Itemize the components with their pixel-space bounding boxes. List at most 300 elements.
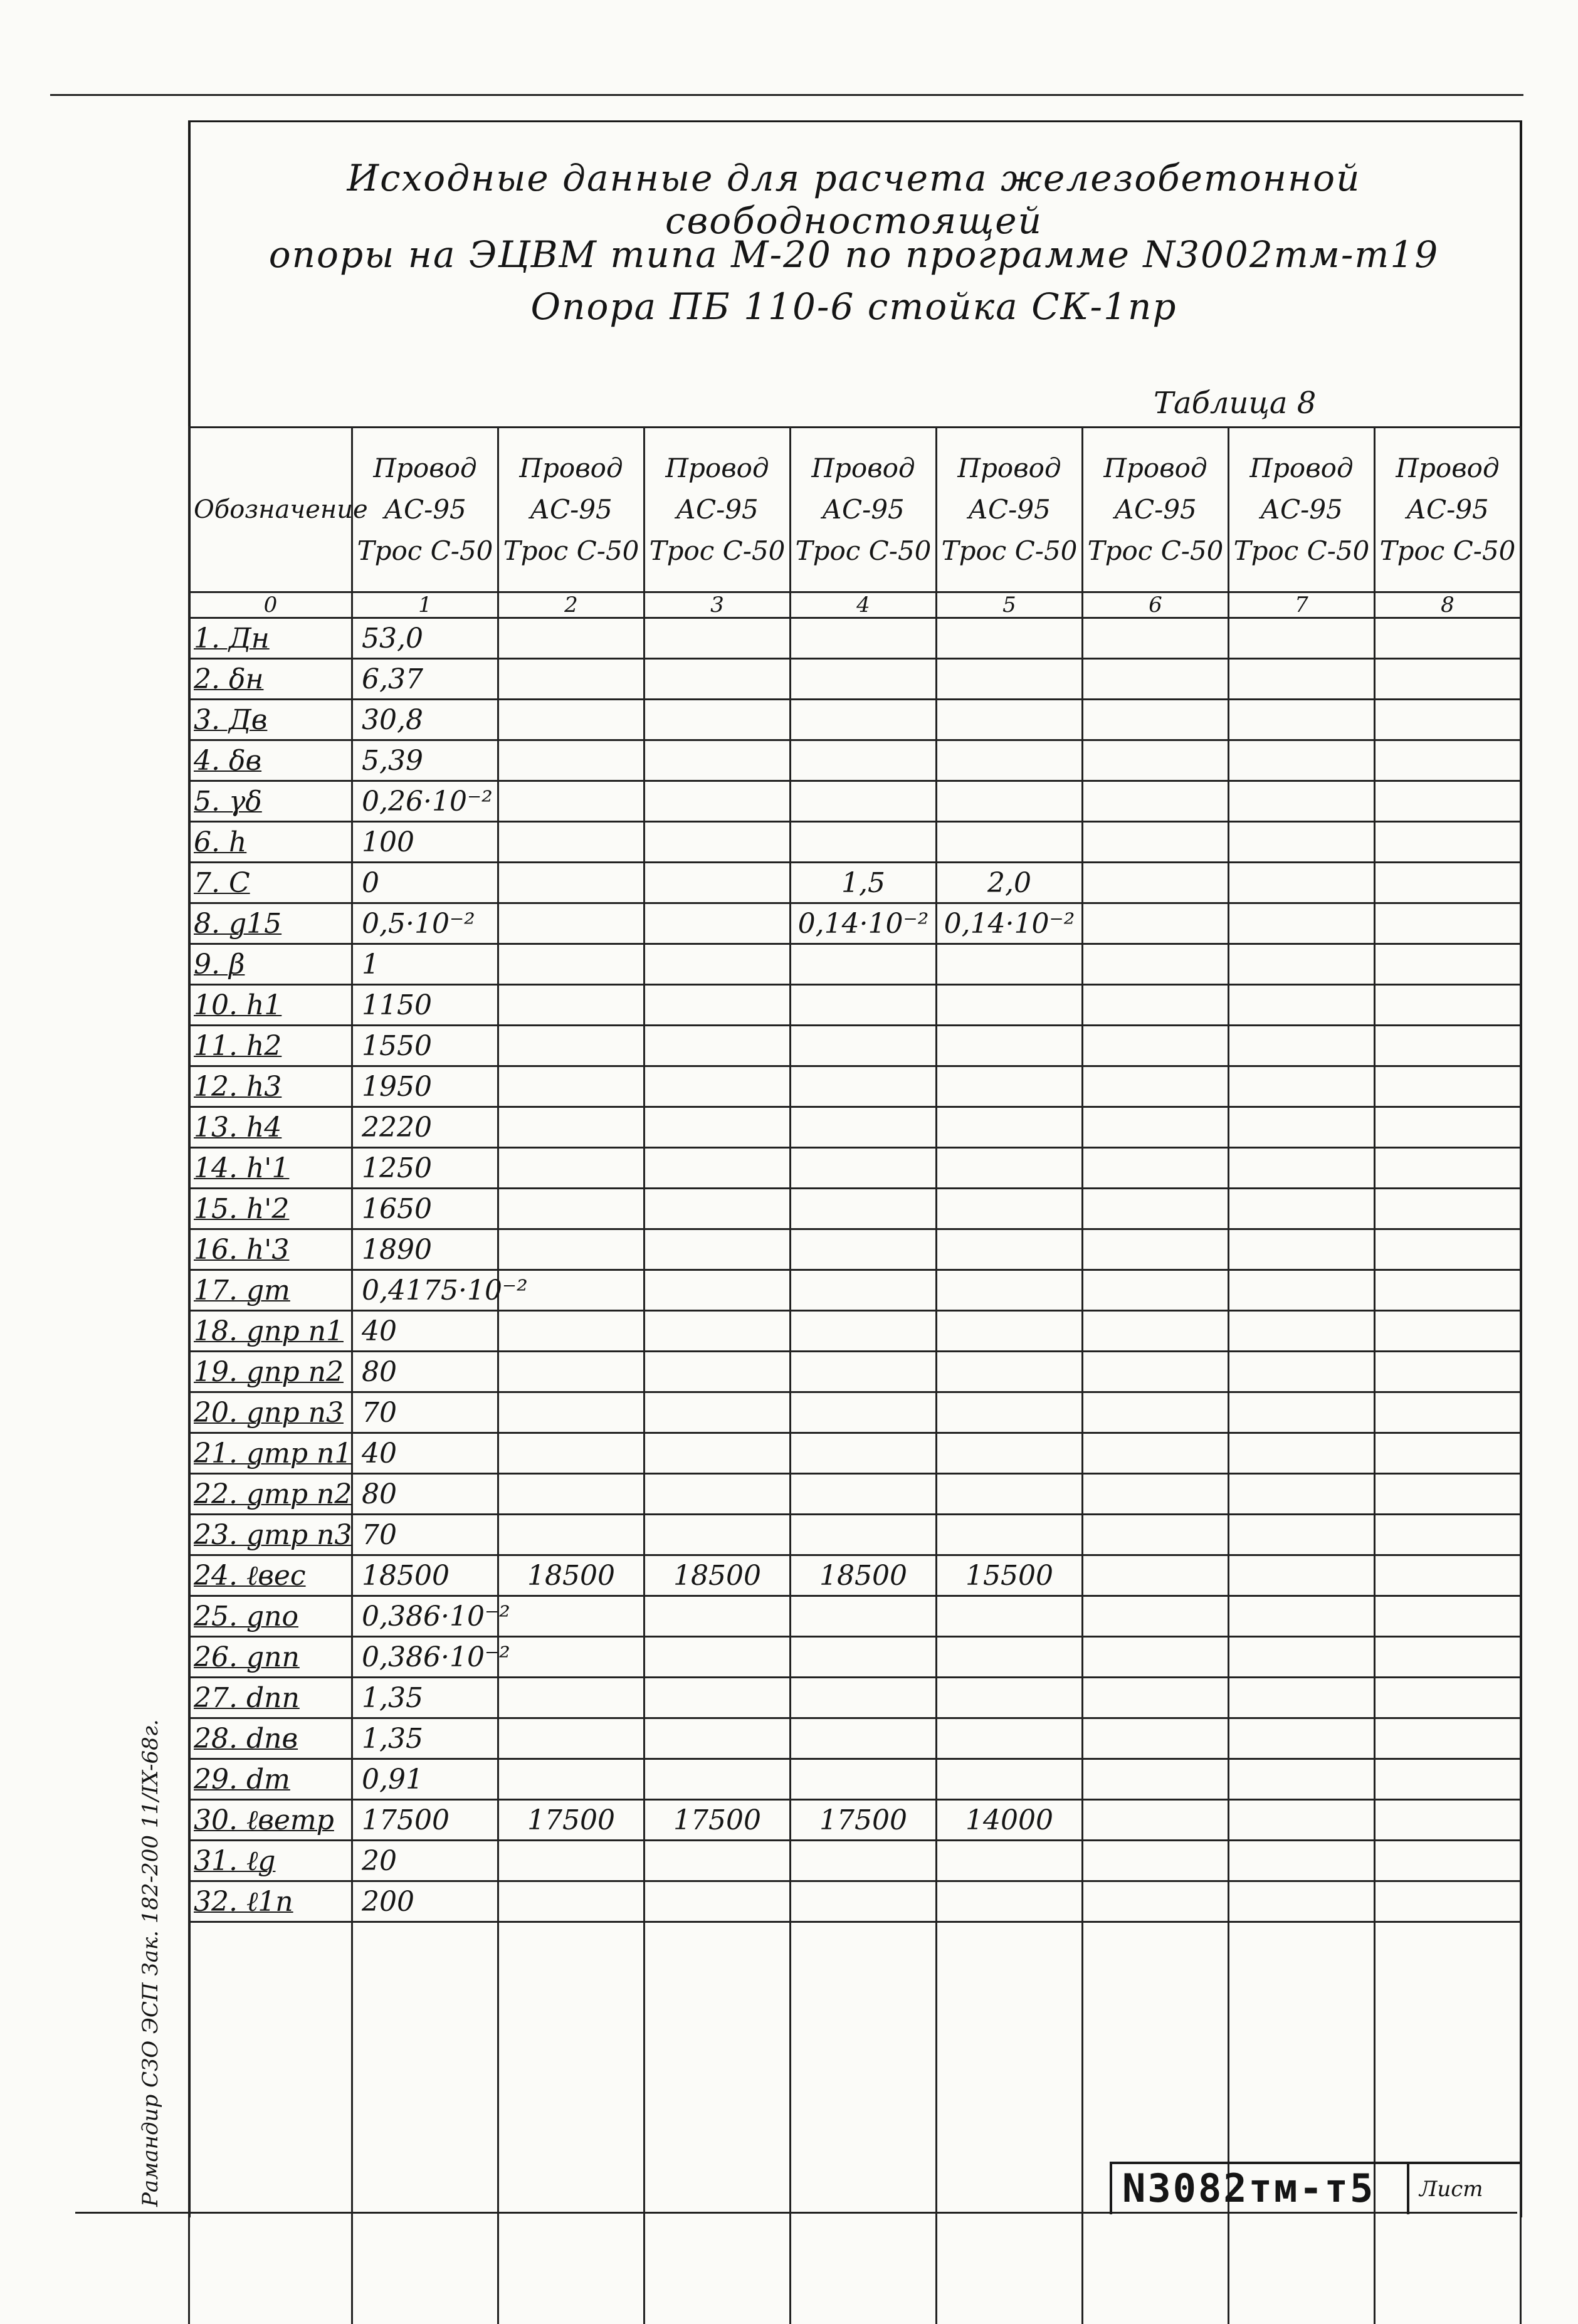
stamp-number: N3082тм-т5 [1122, 2165, 1375, 2211]
row-value [1375, 822, 1521, 863]
row-value [1375, 1841, 1521, 1881]
header-line: АС-95 [937, 489, 1081, 530]
row-value: 30,8 [352, 700, 498, 740]
row-value [937, 1026, 1083, 1066]
row-value [498, 822, 644, 863]
table-row [189, 1596, 1521, 1637]
row-value [498, 781, 644, 822]
header-line: Провод [937, 448, 1081, 489]
row-value [791, 1637, 937, 1678]
row-designation: 12. h3 [189, 1066, 352, 1107]
row-value [498, 1392, 644, 1433]
row-value [1083, 1678, 1229, 1718]
table-row [189, 1718, 1521, 1759]
row-value [791, 1352, 937, 1392]
row-value [937, 1066, 1083, 1107]
row-value [791, 740, 937, 781]
row-designation: 23. gтр п3 [189, 1515, 352, 1555]
row-value [1229, 1107, 1375, 1148]
row-designation: 6. h [189, 822, 352, 863]
row-value [1083, 1352, 1229, 1392]
row-value [1083, 1555, 1229, 1596]
row-value [644, 1637, 791, 1678]
row-value [1229, 1352, 1375, 1392]
row-value [937, 944, 1083, 985]
row-value [791, 1433, 937, 1474]
row-designation: 30. ℓветр [189, 1800, 352, 1841]
row-value: 40 [352, 1311, 498, 1352]
stamp-divider [1407, 2164, 1409, 2214]
row-value [1229, 1474, 1375, 1515]
row-value: 20 [352, 1841, 498, 1881]
row-value [1229, 1637, 1375, 1678]
row-value: 1250 [352, 1148, 498, 1189]
row-value [1083, 1107, 1229, 1148]
row-value [937, 659, 1083, 700]
row-value [791, 1718, 937, 1759]
header-line: АС-95 [1229, 489, 1374, 530]
row-value: 18500 [352, 1555, 498, 1596]
row-value [1229, 1881, 1375, 1922]
blank-cell [644, 1922, 791, 2324]
row-value [1083, 1759, 1229, 1800]
row-value [644, 822, 791, 863]
table-row [189, 1800, 1521, 1841]
table-row [189, 1841, 1521, 1881]
row-value [644, 863, 791, 903]
table-row [189, 1148, 1521, 1189]
row-value [1229, 1433, 1375, 1474]
blank-cell [1229, 1922, 1375, 2324]
row-value [644, 1881, 791, 1922]
row-value [1083, 740, 1229, 781]
row-value [644, 985, 791, 1026]
row-designation: 22. gтр п2 [189, 1474, 352, 1515]
row-value [791, 618, 937, 659]
table-row [189, 944, 1521, 985]
row-value [644, 1066, 791, 1107]
row-value [937, 1352, 1083, 1392]
title-line-2: опоры на ЭЦВМ типа М-20 по программе N3002тм-т19 [188, 233, 1520, 276]
row-value [1229, 1229, 1375, 1270]
row-value: 1150 [352, 985, 498, 1026]
row-value: 0,386·10⁻² [352, 1596, 498, 1637]
row-value [498, 740, 644, 781]
row-designation: 1. Дн [189, 618, 352, 659]
header-line: Провод [791, 448, 935, 489]
row-value [1083, 1881, 1229, 1922]
row-value [1083, 1392, 1229, 1433]
header-row [189, 428, 1521, 592]
row-value: 1,5 [791, 863, 937, 903]
row-designation: 8. g15 [189, 903, 352, 944]
row-value [644, 1474, 791, 1515]
table-row [189, 1026, 1521, 1066]
row-value [937, 1270, 1083, 1311]
row-value [791, 1881, 937, 1922]
row-value [498, 1474, 644, 1515]
row-value: 1650 [352, 1189, 498, 1229]
row-value: 70 [352, 1515, 498, 1555]
row-designation: 27. dпп [189, 1678, 352, 1718]
row-value [1229, 1270, 1375, 1311]
table-row [189, 985, 1521, 1026]
row-value: 0 [352, 863, 498, 903]
row-value [937, 781, 1083, 822]
row-designation: 29. dт [189, 1759, 352, 1800]
row-designation: 13. h4 [189, 1107, 352, 1148]
row-value [791, 1311, 937, 1352]
row-designation: 4. δв [189, 740, 352, 781]
row-value: 18500 [791, 1555, 937, 1596]
row-value [1229, 1392, 1375, 1433]
row-value [1229, 1148, 1375, 1189]
row-value: 0,14·10⁻² [791, 903, 937, 944]
column-number: 2 [498, 592, 644, 618]
header-line: АС-95 [499, 489, 643, 530]
row-value [498, 1148, 644, 1189]
row-value: 15500 [937, 1555, 1083, 1596]
row-value: 100 [352, 822, 498, 863]
row-value [644, 1718, 791, 1759]
table-row [189, 1555, 1521, 1596]
row-value [644, 1678, 791, 1718]
row-value [1375, 700, 1521, 740]
table-row [189, 1392, 1521, 1433]
row-value: 0,91 [352, 1759, 498, 1800]
row-value [1229, 1189, 1375, 1229]
row-value: 80 [352, 1352, 498, 1392]
row-value [1083, 1433, 1229, 1474]
row-value [1375, 1881, 1521, 1922]
header-cell-6 [1083, 428, 1229, 592]
row-value [1229, 1678, 1375, 1718]
row-value [1375, 740, 1521, 781]
column-number: 5 [937, 592, 1083, 618]
row-value [498, 985, 644, 1026]
row-value [1375, 1066, 1521, 1107]
row-value [1083, 1311, 1229, 1352]
table-row [189, 1881, 1521, 1922]
row-value [791, 1270, 937, 1311]
row-designation: 3. Дв [189, 700, 352, 740]
row-value [1375, 1555, 1521, 1596]
row-value [1083, 1148, 1229, 1189]
row-designation: 14. h'1 [189, 1148, 352, 1189]
row-value [1375, 781, 1521, 822]
header-cell-1 [352, 428, 498, 592]
row-value [644, 1026, 791, 1066]
row-value [1375, 863, 1521, 903]
data-table [188, 426, 1522, 2324]
row-value [791, 1026, 937, 1066]
header-cell-5 [937, 428, 1083, 592]
row-value [1375, 1189, 1521, 1229]
row-value [1375, 903, 1521, 944]
row-value [1375, 1107, 1521, 1148]
table-row [189, 781, 1521, 822]
table-row [189, 1433, 1521, 1474]
row-value [937, 1107, 1083, 1148]
row-value [1229, 903, 1375, 944]
title-line-1: Исходные данные для расчета железобетонной свободностоящей [188, 157, 1520, 242]
row-designation: 26. gпп [189, 1637, 352, 1678]
column-number: 1 [352, 592, 498, 618]
row-value [498, 1759, 644, 1800]
column-number-row [189, 592, 1521, 618]
row-value [498, 944, 644, 985]
row-value [1083, 1841, 1229, 1881]
row-value [1083, 985, 1229, 1026]
row-designation: 10. h1 [189, 985, 352, 1026]
row-value: 2,0 [937, 863, 1083, 903]
row-value [644, 1352, 791, 1392]
row-value: 1,35 [352, 1678, 498, 1718]
row-value [1083, 944, 1229, 985]
row-value: 17500 [791, 1800, 937, 1841]
row-value: 18500 [644, 1555, 791, 1596]
header-line: АС-95 [1375, 489, 1520, 530]
table-row [189, 1474, 1521, 1515]
row-value [937, 1229, 1083, 1270]
header-line: Трос С-50 [499, 530, 643, 572]
row-value: 0,386·10⁻² [352, 1637, 498, 1678]
row-value: 0,4175·10⁻² [352, 1270, 498, 1311]
row-value [937, 1189, 1083, 1229]
row-value [1375, 1148, 1521, 1189]
row-value [498, 1189, 644, 1229]
row-value [1375, 1800, 1521, 1841]
row-value [1083, 1189, 1229, 1229]
row-value [498, 1229, 644, 1270]
row-value [791, 944, 937, 985]
header-line: Провод [1229, 448, 1374, 489]
header-line: АС-95 [1083, 489, 1228, 530]
header-line: Трос С-50 [937, 530, 1081, 572]
blank-cell [189, 1922, 352, 2324]
table-row [189, 618, 1521, 659]
row-value [498, 1596, 644, 1637]
row-value [1375, 1474, 1521, 1515]
row-value [498, 1311, 644, 1352]
row-value: 1 [352, 944, 498, 985]
table-label: Таблица 8 [1154, 386, 1316, 421]
header-line: Провод [353, 448, 497, 489]
row-value [1229, 822, 1375, 863]
row-designation: 32. ℓ1п [189, 1881, 352, 1922]
row-value [1229, 1718, 1375, 1759]
table-row [189, 1678, 1521, 1718]
row-value [498, 1881, 644, 1922]
row-value [937, 1759, 1083, 1800]
table-row [189, 659, 1521, 700]
row-value [1229, 740, 1375, 781]
row-designation: 15. h'2 [189, 1189, 352, 1229]
row-designation: 21. gтр п1 [189, 1433, 352, 1474]
row-value [644, 1841, 791, 1881]
table-row [189, 822, 1521, 863]
row-value: 17500 [498, 1800, 644, 1841]
row-value [498, 700, 644, 740]
header-line: АС-95 [791, 489, 935, 530]
table-row [189, 1066, 1521, 1107]
row-value [498, 1066, 644, 1107]
header-line: АС-95 [645, 489, 789, 530]
row-value [937, 740, 1083, 781]
row-value [1083, 1718, 1229, 1759]
table-row [189, 1311, 1521, 1352]
row-value [498, 618, 644, 659]
blank-cell [498, 1922, 644, 2324]
header-line: Провод [1083, 448, 1228, 489]
header-cell-2 [498, 428, 644, 592]
row-value [937, 1392, 1083, 1433]
row-value: 6,37 [352, 659, 498, 700]
row-value [1229, 1841, 1375, 1881]
column-number: 0 [189, 592, 352, 618]
table-row [189, 1759, 1521, 1800]
row-value: 18500 [498, 1555, 644, 1596]
row-value [1375, 1433, 1521, 1474]
column-number: 8 [1375, 592, 1521, 618]
header-line: Трос С-50 [791, 530, 935, 572]
row-value [498, 1718, 644, 1759]
row-value [1375, 1759, 1521, 1800]
row-value [1083, 1637, 1229, 1678]
row-value [644, 1311, 791, 1352]
blank-cell [791, 1922, 937, 2324]
stamp-label: Лист [1419, 2177, 1483, 2202]
header-cell-8 [1375, 428, 1521, 592]
row-value [791, 1596, 937, 1637]
row-value [1375, 1026, 1521, 1066]
row-value [1229, 1026, 1375, 1066]
row-designation: 18. gпр п1 [189, 1311, 352, 1352]
table-row [189, 1270, 1521, 1311]
row-value: 53,0 [352, 618, 498, 659]
row-value [1375, 1596, 1521, 1637]
table-row [189, 1229, 1521, 1270]
row-value [937, 1474, 1083, 1515]
row-value [644, 1107, 791, 1148]
row-value [791, 1066, 937, 1107]
row-value [498, 659, 644, 700]
row-value [644, 1148, 791, 1189]
row-value [937, 1718, 1083, 1759]
row-value: 200 [352, 1881, 498, 1922]
row-value: 1890 [352, 1229, 498, 1270]
row-value [937, 1881, 1083, 1922]
row-value [1083, 618, 1229, 659]
row-value [1083, 700, 1229, 740]
row-value [791, 1229, 937, 1270]
row-designation: 20. gпр п3 [189, 1392, 352, 1433]
table-row [189, 1189, 1521, 1229]
header-cell-7 [1229, 428, 1375, 592]
header-line: Провод [645, 448, 789, 489]
column-number: 4 [791, 592, 937, 618]
row-value: 0,5·10⁻² [352, 903, 498, 944]
header-line: Трос С-50 [1083, 530, 1228, 572]
row-value [1229, 1800, 1375, 1841]
row-value [1083, 903, 1229, 944]
row-value [1229, 618, 1375, 659]
row-value: 14000 [937, 1800, 1083, 1841]
row-value [1375, 1229, 1521, 1270]
row-value [644, 659, 791, 700]
sheet-stamp [1110, 2162, 1520, 2214]
row-value [498, 903, 644, 944]
top-rule [50, 94, 1523, 96]
row-value [1083, 1066, 1229, 1107]
row-value [791, 1759, 937, 1800]
row-value [937, 1148, 1083, 1189]
row-designation: 19. gпр п2 [189, 1352, 352, 1392]
table-row [189, 1352, 1521, 1392]
table-row [189, 1107, 1521, 1148]
row-value [1083, 1474, 1229, 1515]
row-value [498, 1352, 644, 1392]
row-value [1229, 1515, 1375, 1555]
row-value: 0,14·10⁻² [937, 903, 1083, 944]
row-value [1083, 1596, 1229, 1637]
row-value: 0,26·10⁻² [352, 781, 498, 822]
table-row [189, 1515, 1521, 1555]
row-value [1083, 822, 1229, 863]
row-value [1229, 985, 1375, 1026]
row-value [644, 740, 791, 781]
row-value [644, 944, 791, 985]
row-value [1083, 1800, 1229, 1841]
table-row [189, 700, 1521, 740]
row-value [1229, 659, 1375, 700]
row-value [791, 781, 937, 822]
row-value [498, 1515, 644, 1555]
row-value: 5,39 [352, 740, 498, 781]
row-value: 1950 [352, 1066, 498, 1107]
row-value [791, 985, 937, 1026]
row-value [1375, 1718, 1521, 1759]
row-value [791, 822, 937, 863]
row-value [937, 700, 1083, 740]
row-value: 40 [352, 1433, 498, 1474]
row-value: 2220 [352, 1107, 498, 1148]
table-row [189, 1637, 1521, 1678]
row-value [1375, 1515, 1521, 1555]
row-designation: 28. dпв [189, 1718, 352, 1759]
row-value [498, 1433, 644, 1474]
row-value: 17500 [352, 1800, 498, 1841]
row-value [644, 618, 791, 659]
row-value [937, 1311, 1083, 1352]
row-value [1375, 1352, 1521, 1392]
blank-cell [937, 1922, 1083, 2324]
row-value [644, 781, 791, 822]
row-value [1229, 1555, 1375, 1596]
blank-cell [352, 1922, 498, 2324]
row-value [498, 863, 644, 903]
row-value [1375, 1637, 1521, 1678]
row-value [1375, 618, 1521, 659]
header-line: Трос С-50 [1375, 530, 1520, 572]
row-value [644, 1596, 791, 1637]
row-value [791, 1474, 937, 1515]
blank-cell [1083, 1922, 1229, 2324]
row-designation: 25. gпо [189, 1596, 352, 1637]
row-value [644, 700, 791, 740]
blank-area-row [189, 1922, 1521, 2324]
row-value [644, 1515, 791, 1555]
